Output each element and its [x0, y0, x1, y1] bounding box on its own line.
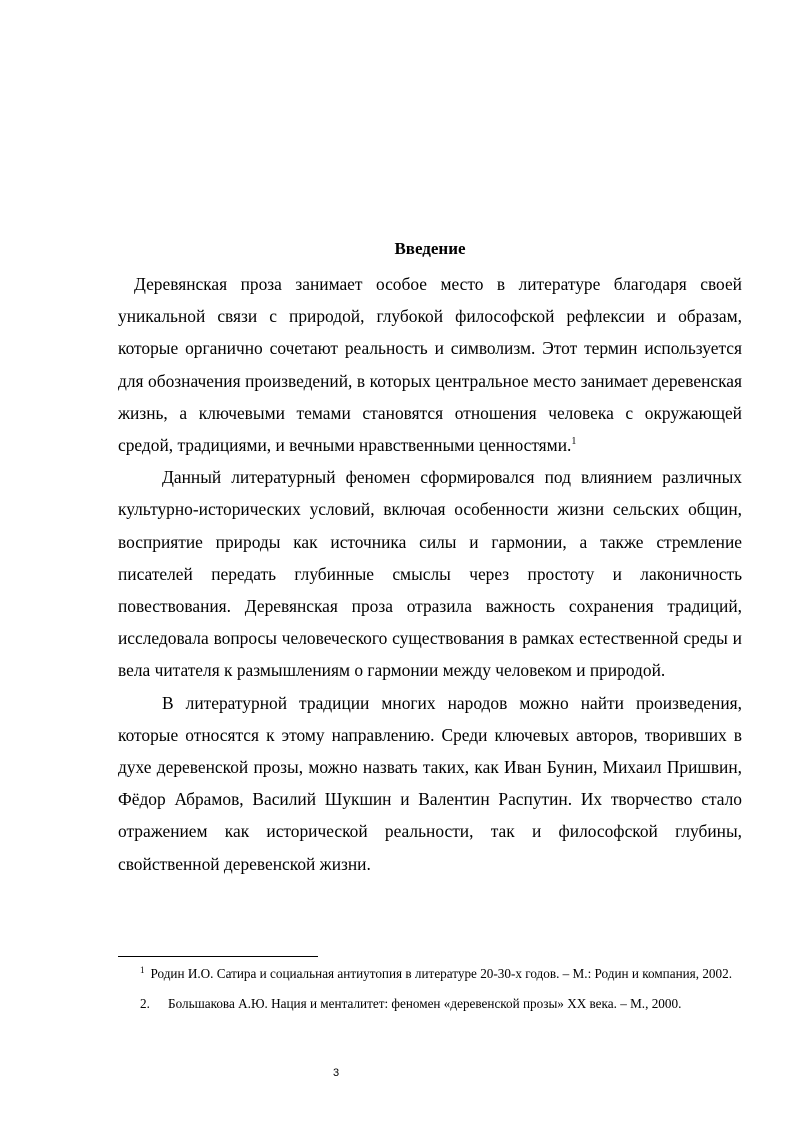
- footnote-1: [118, 960, 742, 988]
- footnote-1-mark: 1: [140, 964, 145, 975]
- paragraph-1: [118, 268, 742, 461]
- footnote-separator: [118, 956, 318, 957]
- footnote-2: [118, 990, 742, 1018]
- paragraph-1-text: Деревянская проза занимает особое место в литературе благодаря своей уникальной связи с природой, глубокой философской рефлексии и образам, которые органично сочетают реальность и символизм. Этот термин используется для обозначения произведений, в которых центральное место занимает деревенская жизнь, а ключевыми темами становятся отношения человека с окружающей средой, традициями, и вечными нравственными ценностями.: [118, 274, 742, 456]
- paragraph-3: В литературной традиции многих народов можно найти произведения, которые относятся к этому направлению. Среди ключевых авторов, творивших в духе деревенской прозы, можно назвать таких, как Иван Бунин, Михаил Пришвин, Фёдор Абрамов, Василий Шукшин и Валентин Распутин. Их творчество стало отражением как исторической реальности, так и философской глубины, свойственной деревенской жизни.: [118, 692, 742, 874]
- page-number: 3: [332, 1067, 340, 1079]
- footnotes: [118, 960, 742, 1018]
- paragraph-2: Данный литературный феномен сформировался под влиянием различных культурно-исторических условий, включая особенности жизни сельских общин, восприятие природы как источника силы и гармонии, а также стремление писателей передать глубинные смыслы через простоту и лаконичность повествования. Деревянская проза отразила важность сохранения традиций, исследовала вопросы человеческого существования в рамках естественной среды и вела читателя к размышлениям о гармонии между человеком и природой.: [118, 467, 742, 681]
- footnote-1-text: Родин И.О. Сатира и социальная антиутопия в литературе 20-30-х годов. – М.: Родин и компания, 2002.: [150, 966, 733, 981]
- section-title: Введение: [394, 239, 466, 258]
- footnote-reference[interactable]: 1: [571, 436, 577, 448]
- body-text: [118, 268, 742, 880]
- footnote-2-text: Большакова А.Ю. Нация и менталитет: феномен «деревенской прозы» XX века. – М., 2000.: [168, 996, 682, 1011]
- footnote-2-mark: 2.: [140, 996, 150, 1011]
